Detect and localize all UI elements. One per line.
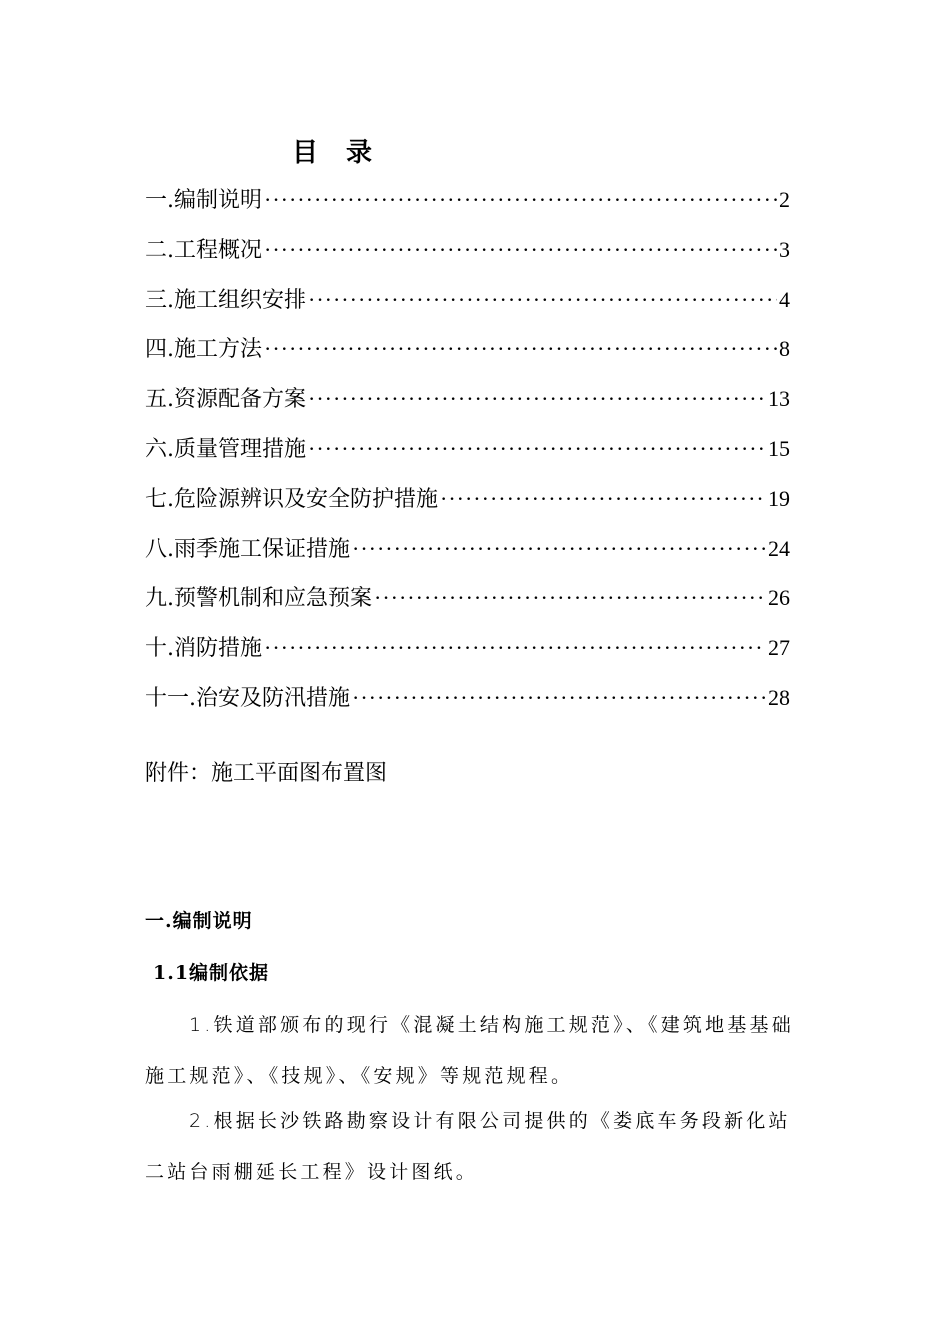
toc-entry-label: 三.施工组织安排 (145, 287, 306, 313)
toc-entry-page: 4 (779, 286, 790, 312)
toc-leader-dots (308, 278, 777, 323)
toc-entry-page: 19 (768, 485, 790, 511)
toc-entry[interactable] (145, 377, 790, 427)
section-heading: 一.编制说明 (145, 910, 253, 932)
toc-entry-label: 九.预警机制和应急预案 (145, 586, 372, 612)
toc-entry-page: 8 (779, 336, 790, 362)
body-paragraph: 1.铁道部颁布的现行《混凝土结构施工规范》、《建筑地基基础施工规范》、《技规》、《安规》等规范规程。 (145, 1014, 794, 1087)
toc-leader-dots (308, 427, 766, 472)
toc-entry-label: 四.施工方法 (145, 337, 262, 363)
toc-entry[interactable] (145, 228, 790, 278)
body-paragraph: 2.根据长沙铁路勘察设计有限公司提供的《娄底车务段新化站二站台雨棚延长工程》设计图纸。 (145, 1110, 791, 1183)
toc-entry[interactable] (145, 427, 790, 477)
toc-entry-label: 八.雨季施工保证措施 (145, 536, 350, 562)
toc-leader-dots (264, 327, 777, 372)
toc-entry-page: 24 (768, 535, 790, 561)
toc-entry-page: 27 (768, 635, 790, 661)
toc-entry-label: 二.工程概况 (145, 237, 262, 263)
toc-leader-dots (440, 477, 766, 522)
toc-entry-page: 2 (779, 187, 790, 212)
toc-leader-dots (264, 228, 777, 273)
toc-entry-label: 十.消防措施 (145, 636, 262, 662)
toc-entry[interactable] (145, 626, 790, 676)
toc-list (145, 178, 790, 726)
toc-entry[interactable] (145, 676, 790, 726)
toc-entry-label: 十一.治安及防汛措施 (145, 685, 350, 711)
toc-leader-dots (264, 178, 777, 223)
toc-entry-page: 28 (768, 684, 790, 710)
toc-entry-label: 一.编制说明 (145, 188, 262, 213)
toc-entry[interactable] (145, 477, 790, 527)
toc-entry-label: 七.危险源辨识及安全防护措施 (145, 486, 438, 512)
toc-entry-page: 15 (768, 435, 790, 461)
toc-entry[interactable] (145, 178, 790, 228)
toc-entry[interactable] (145, 278, 790, 328)
toc-entry-label: 五.资源配备方案 (145, 387, 306, 413)
toc-entry-page: 3 (779, 236, 790, 262)
toc-entry[interactable] (145, 327, 790, 377)
toc-entry-label: 六.质量管理措施 (145, 436, 306, 462)
attachment-note: 附件：施工平面图布置图 (145, 761, 388, 786)
toc-title: 目录 (292, 138, 401, 168)
toc-leader-dots (352, 676, 766, 721)
toc-entry[interactable] (145, 527, 790, 577)
toc-leader-dots (374, 576, 766, 621)
toc-entry-page: 13 (768, 386, 790, 412)
toc-entry[interactable] (145, 576, 790, 626)
toc-leader-dots (264, 626, 766, 671)
toc-entry-page: 26 (768, 585, 790, 611)
toc-leader-dots (308, 377, 766, 422)
subsection-heading: 1.1编制依据 (153, 962, 270, 984)
toc-leader-dots (352, 527, 766, 572)
